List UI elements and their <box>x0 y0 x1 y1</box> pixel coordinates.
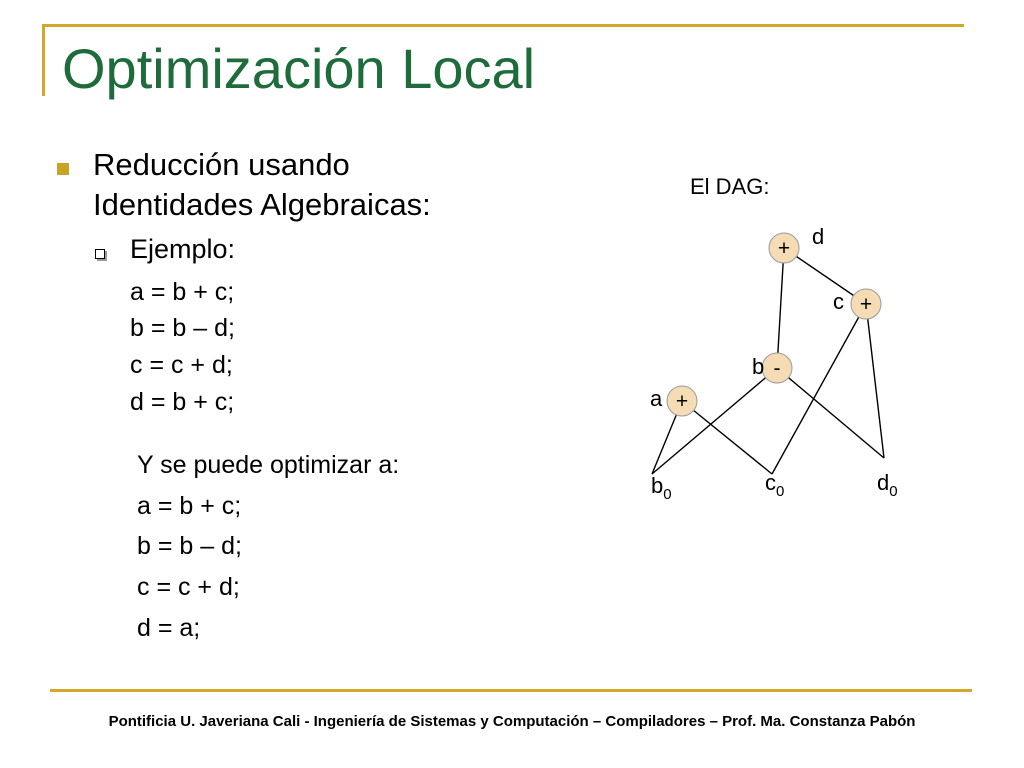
code-line-original: a = b + c; <box>130 278 235 306</box>
example-subheading: Ejemplo: <box>130 234 236 264</box>
dag-caption: El DAG: <box>690 174 770 199</box>
slide-title: Optimización Local <box>62 37 536 100</box>
code-line-optimized: a = b + c; <box>137 492 242 520</box>
dag-node-label: b <box>752 354 765 379</box>
code-line-original: d = b + c; <box>130 388 235 416</box>
heading-line-1: Reducción usando <box>93 147 350 182</box>
dag-node-label: a <box>650 386 663 411</box>
dag-node-operator: + <box>675 390 689 413</box>
optimized-intro-text: Y se puede optimizar a: <box>137 451 400 479</box>
dag-leaf-label: $c_0$ <box>765 470 785 500</box>
bottom-border-line <box>50 689 972 692</box>
code-line-original: c = c + d; <box>130 351 233 379</box>
dag-edge <box>777 248 784 368</box>
code-line-optimized: c = c + d; <box>137 573 240 601</box>
dag-edge <box>777 368 884 458</box>
footer-text: Pontificia U. Javeriana Cali - Ingeniería de Sistemas y Computación – Compiladores – Prof. Ma. Constanza Pabón <box>108 713 916 730</box>
dag-edge <box>772 304 866 474</box>
dag-leaf-label: $b_0$ <box>651 473 672 503</box>
code-line-optimized: d = a; <box>137 614 201 642</box>
dag-node-operator: + <box>777 237 791 260</box>
heading-line-2: Identidades Algebraicas: <box>93 187 431 223</box>
dag-node-label: c <box>833 289 844 314</box>
dag-nodes <box>650 224 898 503</box>
dag-edge <box>652 368 777 474</box>
code-line-optimized: b = b – d; <box>137 532 242 560</box>
dag-node-operator: + <box>859 293 873 316</box>
code-line-original: b = b – d; <box>130 314 235 342</box>
dag-node-operator: - <box>773 357 781 380</box>
dag-node-label: d <box>812 224 825 249</box>
dag-leaf-label: $d_0$ <box>877 470 898 500</box>
dag-edge <box>866 304 884 458</box>
